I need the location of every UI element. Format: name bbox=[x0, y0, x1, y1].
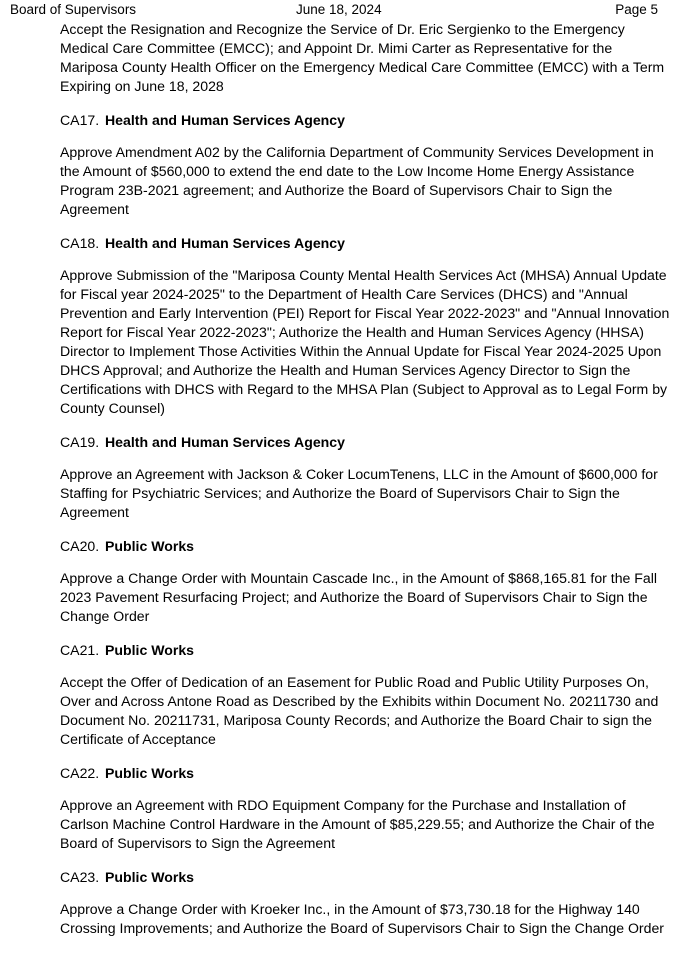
agenda-item-text: Approve Submission of the "Mariposa County Mental Health Services Act (MHSA) Annual Update for Fiscal year 2024-2025" to the Department of Health Care Services (DHCS) and "Annual Prevention and Early Intervention (PEI) Report for Fiscal Year 2022-2023" and "Annual Innovation Report for Fiscal Year 2022-2023"; Authorize the Health and Human Services Agency (HHSA) Director to Implement Those Activities Within the Annual Update for Fiscal Year 2024-2025 Upon DHCS Approval; and Authorize the Health and Human Services Agency Director to Sign the Certifications with DHCS with Regard to the MHSA Plan (Subject to Approval as to Legal Form by County Counsel) bbox=[60, 267, 670, 416]
agenda-item-text: Approve Amendment A02 by the California Department of Community Services Development in the Amount of $560,000 to extend the end date to the Low Income Home Energy Assistance Program 23B-2021 agreement; and Authorize the Board of Supervisors Chair to Sign the Agreement bbox=[60, 144, 654, 217]
agenda-item-heading bbox=[60, 764, 670, 783]
agenda-item-number: CA20. bbox=[60, 538, 100, 554]
agenda-item-text: Approve a Change Order with Mountain Cascade Inc., in the Amount of $868,165.81 for the Fall 2023 Pavement Resurfacing Project; and Authorize the Board of Supervisors Chair to Sign the Change Order bbox=[60, 570, 657, 624]
header-page-number: Page 5 bbox=[615, 2, 658, 17]
header-board-name: Board of Supervisors bbox=[10, 2, 137, 17]
agenda-item-number: CA18. bbox=[60, 235, 100, 251]
agenda-item-ca23 bbox=[60, 868, 670, 938]
agenda-item-ca20 bbox=[60, 537, 670, 626]
agenda-item-number: CA19. bbox=[60, 434, 100, 450]
agenda-item-heading bbox=[60, 234, 670, 253]
agenda-item-agency: Public Works bbox=[105, 869, 195, 885]
header-date: June 18, 2024 bbox=[296, 2, 382, 17]
agenda-item-heading bbox=[60, 641, 670, 660]
agenda-item-number: CA21. bbox=[60, 642, 100, 658]
agenda-item-number: CA22. bbox=[60, 765, 100, 781]
agenda-item-text: Approve an Agreement with RDO Equipment Company for the Purchase and Installation of Carlson Machine Control Hardware in the Amount of $85,229.55; and Authorize the Chair of the Board of Supervisors to Sign the Agreement bbox=[60, 797, 655, 851]
agenda-item-agency: Public Works bbox=[105, 765, 195, 781]
agenda-content bbox=[60, 20, 670, 953]
continued-item-text: Accept the Resignation and Recognize the Service of Dr. Eric Sergienko to the Emergency Medical Care Committee (EMCC); and Appoint Dr. Mimi Carter as Representative for the Mariposa County Health Officer on the Emergency Medical Care Committee (EMCC) with a Term Expiring on June 18, 2028 bbox=[60, 21, 665, 94]
agenda-item-agency: Public Works bbox=[105, 538, 195, 554]
page-header bbox=[0, 0, 680, 19]
agenda-item-ca19 bbox=[60, 433, 670, 522]
agenda-item-ca17 bbox=[60, 111, 670, 219]
agenda-item-ca18 bbox=[60, 234, 670, 418]
agenda-item-agency: Public Works bbox=[105, 642, 195, 658]
agenda-item-agency: Health and Human Services Agency bbox=[105, 235, 345, 251]
agenda-item-agency: Health and Human Services Agency bbox=[105, 434, 345, 450]
agenda-item-heading bbox=[60, 868, 670, 887]
agenda-item-agency: Health and Human Services Agency bbox=[105, 112, 345, 128]
agenda-item-heading bbox=[60, 537, 670, 556]
agenda-item-heading bbox=[60, 433, 670, 452]
agenda-item-ca22 bbox=[60, 764, 670, 853]
agenda-item-number: CA17. bbox=[60, 112, 100, 128]
agenda-item-text: Approve a Change Order with Kroeker Inc., in the Amount of $73,730.18 for the Highway 140 Crossing Improvements; and Authorize the Board of Supervisors Chair to Sign the Change Order bbox=[60, 901, 664, 936]
agenda-item-text: Accept the Offer of Dedication of an Easement for Public Road and Public Utility Purposes On, Over and Across Antone Road as Described by the Exhibits within Document No. 20211730 and Document No. 20211731, Mariposa County Records; and Authorize the Board Chair to sign the Certificate of Acceptance bbox=[60, 674, 659, 747]
agenda-item-number: CA23. bbox=[60, 869, 100, 885]
agenda-item-heading bbox=[60, 111, 670, 130]
agenda-item-ca21 bbox=[60, 641, 670, 749]
agenda-item-text: Approve an Agreement with Jackson & Coker LocumTenens, LLC in the Amount of $600,000 for Staffing for Psychiatric Services; and Authorize the Board of Supervisors Chair to Sign the Agreement bbox=[60, 466, 658, 520]
